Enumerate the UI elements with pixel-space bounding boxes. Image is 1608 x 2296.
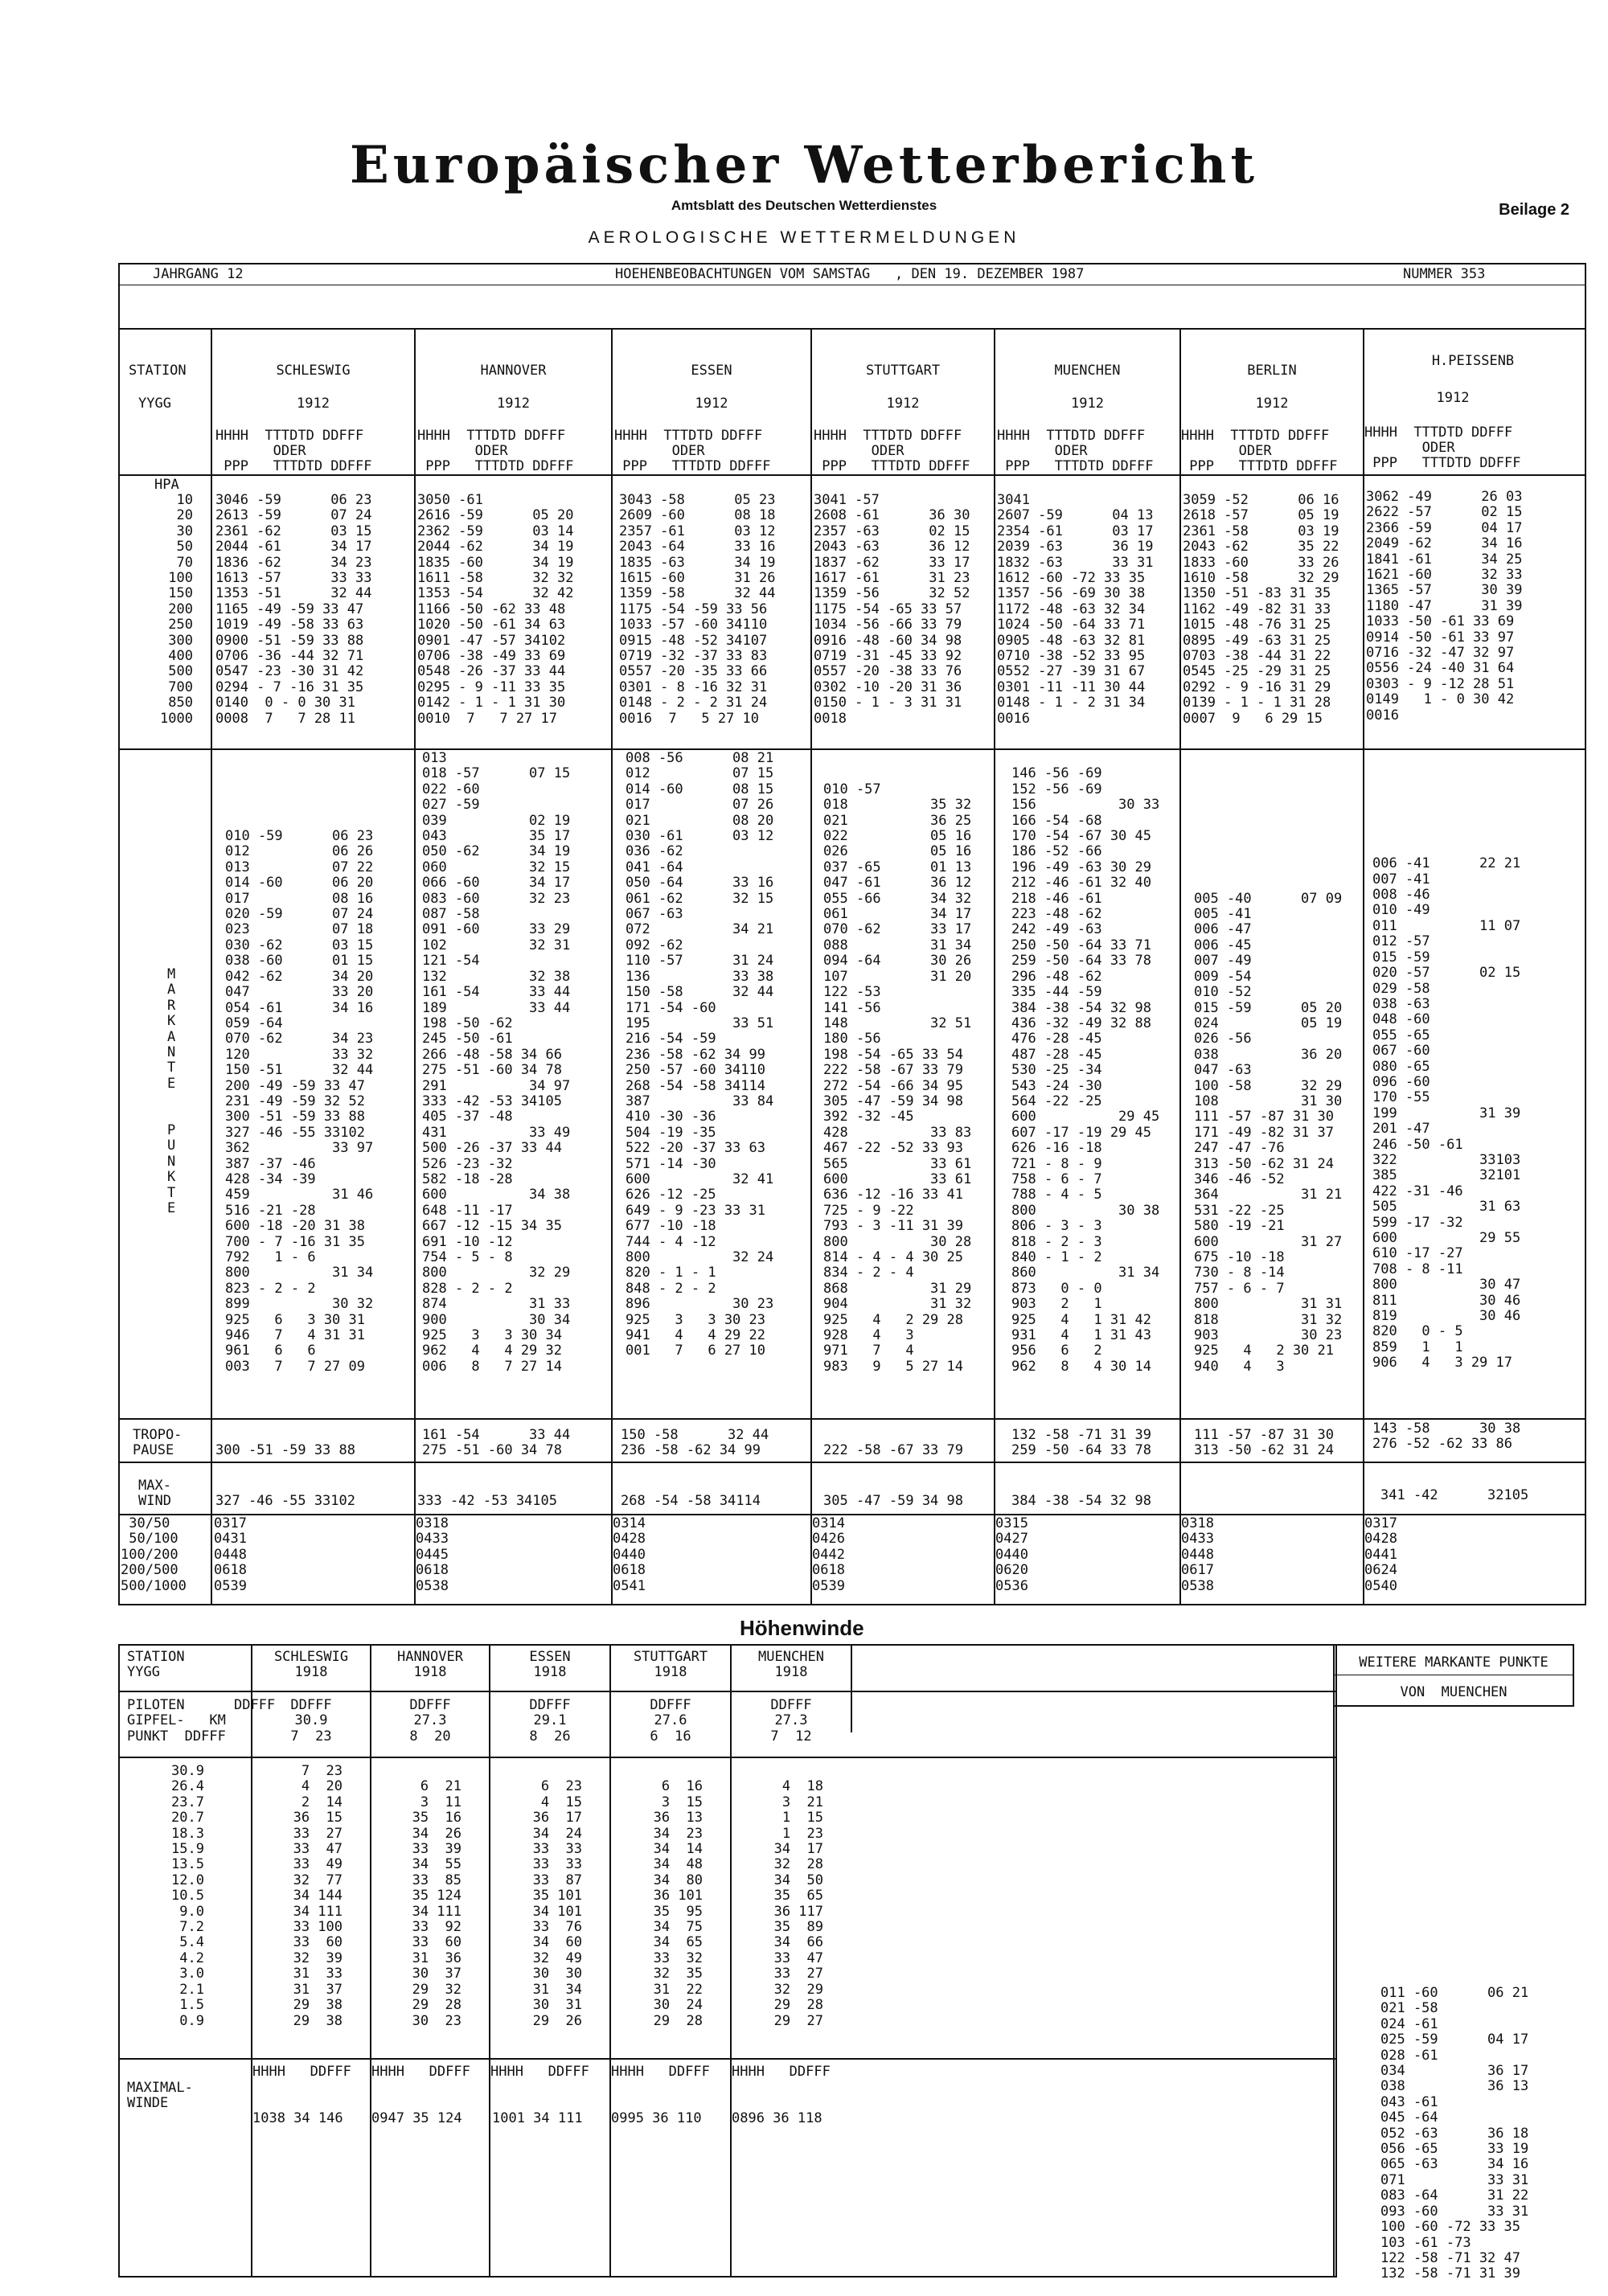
tropopause-values: 143 -58 30 38 276 -52 -62 33 86 [1372,1421,1521,1453]
column-header: HHHH TTTDTD DDFFF [997,428,1146,444]
hw-gipfel: DDFFF 27.6 6 16 [650,1697,691,1745]
weitere-station: VON MUENCHEN [1400,1684,1508,1700]
pressure-levels: 10 20 30 50 70 100 150 200 250 300 400 500 700 850 1000 [160,492,193,727]
hw-station-name: ESSEN [529,1649,571,1665]
standard-levels: 3046 -59 06 23 2613 -59 07 24 2361 -62 03 15 2044 -61 34 17 1836 -62 34 23 1613 -57 33 33 1353 -51 32 44 1165 -49 -59 33 47 1019 -49 -58 33 63 0900 -51 -59 33 88 0706 -36 -44 32 71 0547 -23 -30 31 42 0294 - 7 -16 31 35 0140 0 - 0 30 31 0008 7 7 28 11 [215,492,372,727]
thickness-values: 0315 0427 0440 0620 0536 [995,1515,1028,1594]
column-header: HHHH TTTDTD DDFFF [814,428,962,444]
tropopause-values: 111 -57 -87 31 30 313 -50 -62 31 24 [1194,1427,1334,1459]
thickness-values: 0314 0428 0440 0618 0541 [613,1515,646,1594]
max-wind-values: 305 -47 -59 34 98 [823,1493,963,1510]
hw-station-yygg: 1918 [654,1664,687,1680]
hw-max-values: 1001 34 111 [492,2110,583,2126]
max-wind-values: 384 -38 -54 32 98 [1011,1493,1151,1510]
station-yygg: 1912 [1436,390,1470,406]
tropopause-label: TROPO- PAUSE [133,1427,183,1459]
jahrgang-label: JAHRGANG 12 [153,266,244,282]
hw-station-name: SCHLESWIG [273,1649,349,1665]
column-header: ODER [1364,440,1504,456]
column-header: PPP TTTDTD DDFFF [814,458,970,474]
page-title: Europäischer Wetterbericht [350,135,1258,195]
standard-levels: 3059 -52 06 16 2618 -57 05 19 2361 -58 03 19 2043 -62 35 22 1833 -60 33 26 1610 -58 32 29 1350 -51 -83 31 35 1162 -49 -82 31 33 1015 -48 -76 31 25 0895 -49 -63 31 25 0703 -38 -44 31 22 0545 -25 -29 31 25 0292 - 9 -16 31 29 0139 - 1 - 1 31 28 0007 9 6 29 15 [1183,492,1339,727]
hw-max-header: HHHH DDFFF [252,2064,351,2080]
standard-levels: 3062 -49 26 03 2622 -57 02 15 2366 -59 04 17 2049 -62 34 16 1841 -61 34 25 1621 -60 32 33 1365 -57 30 39 1180 -47 31 39 1033 -50 -61 33 69 0914 -50 -61 33 97 0716 -32 -47 32 97 0556 -24 -40 31 64 0303 - 9 -12 28 51 0149 1 - 0 30 42 0016 [1366,489,1523,724]
significant-levels: 005 -40 07 09 005 -41 006 -47 006 -45 007 -49 009 -54 010 -52 015 -59 05 20 024 05 19 026 -56 038 36 20 047 -63 100 -58 32 29 108 31 30 111 -57 -87 31 30 171 -49 -82 31 37 247 -47 -76 313 -50 -62 31 24 346 -46 -52 364 31 21 531 -22 -25 580 -19 -21 600 31 27 675 -10 -18 730 - 8 -14 757 - 6 - 7 800 31 31 818 31 32 903 30 23 925 4 2 30 21 940 4 3 [1194,890,1343,1375]
column-header: HHHH TTTDTD DDFFF [1181,428,1330,444]
yygg-label: YYGG [138,396,171,412]
weitere-title: WEITERE MARKANTE PUNKTE [1359,1654,1549,1671]
column-header: HHHH TTTDTD DDFFF [1364,424,1513,441]
hw-station-label: STATION YYGG [127,1649,185,1681]
column-header: PPP TTTDTD DDFFF [1181,458,1338,474]
significant-levels: 006 -41 22 21 007 -41 008 -46 010 -49 011 11 07 012 -57 015 -59 020 -57 02 15 029 -58 038 -63 048 -60 055 -65 067 -60 080 -65 096 -60 170 -55 199 31 39 201 -47 246 -50 -61 322 33103 385 32101 422 -31 -46 505 31 63 599 -17 -32 600 29 55 610 -17 -27 708 - 8 -11 800 30 47 811 30 46 819 30 46 820 0 - 5 859 1 1 906 4 3 29 17 [1372,855,1521,1371]
hw-station-yygg: 1918 [294,1664,328,1680]
beilage-label: Beilage 2 [1499,201,1569,219]
hw-max-header: HHHH DDFFF [732,2064,831,2080]
hw-gipfel: DDFFF 27.3 8 20 [409,1697,451,1745]
thickness-label: 30/50 50/100 100/200 200/500 500/1000 [121,1515,187,1594]
hpa-label: HPA [154,477,179,493]
station-name: H.PEISSENB [1431,353,1515,369]
hw-winds: 6 21 3 11 35 16 34 26 33 39 34 55 33 85 35 124 34 111 33 92 33 60 31 36 30 37 29 32 29 28 30 23 [412,1778,461,2029]
hw-station-yygg: 1918 [533,1664,567,1680]
hw-max-values: 1038 34 146 [252,2110,343,2126]
standard-levels: 3050 -61 2616 -59 05 20 2362 -59 03 14 2044 -62 34 19 1835 -60 34 19 1611 -58 32 32 1353 -54 32 42 1166 -50 -62 33 48 1020 -50 -61 34 63 0901 -47 -57 34102 0706 -38 -49 33 69 0548 -26 -37 33 44 0295 - 9 -11 33 35 0142 - 1 - 1 31 30 0010 7 7 27 17 [417,492,574,727]
station-yygg: 1912 [497,396,530,412]
standard-levels: 3041 2607 -59 04 13 2354 -61 03 17 2039 -63 36 19 1832 -63 33 31 1612 -60 -72 33 35 1357 -56 -69 30 38 1172 -48 -63 32 34 1024 -50 -64 33 71 0905 -48 -63 32 81 0710 -38 -52 33 95 0552 -27 -39 31 67 0301 -11 -11 30 44 0148 - 1 - 2 31 34 0016 [997,492,1154,727]
station-yygg: 1912 [1255,396,1289,412]
column-header: PPP TTTDTD DDFFF [997,458,1154,474]
subtitle: Amtsblatt des Deutschen Wetterdienstes [671,198,937,213]
tropopause-values: 150 -58 32 44 236 -58 -62 34 99 [621,1427,769,1459]
hoehenwinde-title: Höhenwinde [740,1616,864,1640]
column-header: ODER [1181,443,1321,459]
column-header: PPP TTTDTD DDFFF [1364,455,1521,471]
tropopause-values: 222 -58 -67 33 79 [823,1442,963,1459]
observation-label: HOEHENBEOBACHTUNGEN VOM SAMSTAG , DEN 19. DEZEMBER 1987 [615,266,1085,282]
max-wind-values: 333 -42 -53 34105 [417,1493,557,1510]
hw-winds: 6 23 4 15 36 17 34 24 33 33 33 33 33 87 35 101 34 101 33 76 34 60 32 49 30 30 31 34 30 31 29 26 [532,1778,582,2029]
hw-max-values: 0995 36 110 [611,2110,702,2126]
thickness-values: 0317 0428 0441 0624 0540 [1364,1515,1397,1594]
significant-levels: 010 -57 018 35 32 021 36 25 022 05 16 026 05 16 037 -65 01 13 047 -61 36 12 055 -66 34 32 061 34 17 070 -62 33 17 088 31 34 094 -64 30 26 107 31 20 122 -53 141 -56 148 32 51 180 -56 198 -54 -65 33 54 222 -58 -67 33 79 272 -54 -66 34 95 305 -47 -59 34 98 392 -32 -45 428 33 83 467 -22 -52 33 93 565 33 61 600 33 61 636 -12 -16 33 41 725 - 9 -22 793 - 3 -11 31 39 800 30 28 814 - 4 - 4 30 25 834 - 2 - 4 868 31 29 904 31 32 925 4 2 29 28 928 4 3 971 7 4 983 9 5 27 14 [823,781,972,1375]
thickness-values: 0314 0426 0442 0618 0539 [812,1515,845,1594]
weitere-rows: 011 -60 06 21 021 -58 024 -61 025 -59 04 17 028 -61 034 36 17 038 36 13 043 -61 045 -64 052 -63 36 18 056 -65 33 19 065 -63 34 16 071 33 31 083 -64 31 22 093 -60 33 31 100 -60 -72 33 35 103 -61 -73 122 -58 -71 32 47 132 -58 -71 31 39 [1380,1985,1529,2282]
hw-winds: 4 18 3 21 1 15 1 23 34 17 32 28 34 50 35 65 36 117 35 89 34 66 33 47 33 27 32 29 29 28 29 27 [773,1778,823,2029]
hw-winds: 6 16 3 15 36 13 34 23 34 14 34 48 34 80 36 101 35 95 34 75 34 65 33 32 32 35 31 22 30 24 29 28 [653,1778,703,2029]
significant-levels: 146 -56 -69 152 -56 -69 156 30 33 166 -54 -68 170 -54 -67 30 45 186 -52 -66 196 -49 -63 30 29 212 -46 -61 32 40 218 -46 -61 223 -48 -62 242 -49 -63 250 -50 -64 33 71 259 -50 -64 33 78 296 -48 -62 335 -44 -59 384 -38 -54 32 98 436 -32 -49 32 88 476 -28 -45 487 -28 -45 530 -25 -34 543 -24 -30 564 -22 -25 600 29 45 607 -17 -19 29 45 626 -16 -18 721 - 8 - 9 758 - 6 - 7 788 - 4 - 5 800 30 38 806 - 3 - 3 818 - 2 - 3 840 - 1 - 2 860 31 34 873 0 - 0 903 2 1 925 4 1 31 42 931 4 1 31 43 956 6 2 962 8 4 30 14 [1011,765,1160,1375]
tropopause-values: 132 -58 -71 31 39 259 -50 -64 33 78 [1011,1427,1151,1459]
column-header: HHHH TTTDTD DDFFF [614,428,763,444]
station-name: SCHLESWIG [276,363,351,379]
hw-station-name: STUTTGART [633,1649,708,1665]
station-name: STUTTGART [865,363,941,379]
thickness-values: 0318 0433 0448 0617 0538 [1181,1515,1214,1594]
station-yygg: 1912 [886,396,920,412]
hw-max-values: 0896 36 118 [732,2110,822,2126]
hw-gipfel: DDFFF 29.1 8 26 [529,1697,571,1745]
column-header: HHHH TTTDTD DDFFF [417,428,566,444]
column-header: ODER [215,443,355,459]
max-wind-values: 327 -46 -55 33102 [215,1493,355,1510]
station-name: BERLIN [1247,363,1297,379]
column-header: ODER [814,443,954,459]
station-label: STATION [129,363,187,379]
column-header: PPP TTTDTD DDFFF [215,458,372,474]
markante-punkte-label: M A R K A N T E P U N K T E [167,966,176,1217]
max-wind-values: 341 -42 32105 [1380,1487,1529,1504]
max-wind-label: MAX- WIND [138,1478,171,1510]
tropopause-values: 161 -54 33 44 275 -51 -60 34 78 [422,1427,571,1459]
station-yygg: 1912 [695,396,728,412]
station-name: HANNOVER [480,363,547,379]
significant-levels: 008 -56 08 21 012 07 15 014 -60 08 15 017 07 26 021 08 20 030 -61 03 12 036 -62 041 -64 050 -64 33 16 061 -62 32 15 067 -63 072 34 21 092 -62 110 -57 31 24 136 33 38 150 -58 32 44 171 -54 -60 195 33 51 216 -54 -59 236 -58 -62 34 99 250 -57 -60 34110 268 -54 -58 34114 387 33 84 410 -30 -36 504 -19 -35 522 -20 -37 33 63 571 -14 -30 600 32 41 626 -12 -25 649 - 9 -23 33 31 677 -10 -18 744 - 4 -12 800 32 24 820 - 1 - 1 848 - 2 - 2 896 30 23 925 3 3 30 23 941 4 4 29 22 001 7 6 27 10 [626,750,774,1359]
hw-station-name: HANNOVER [397,1649,463,1665]
thickness-values: 0317 0431 0448 0618 0539 [214,1515,247,1594]
column-header: PPP TTTDTD DDFFF [417,458,574,474]
nummer-label: NUMMER 353 [1403,266,1486,282]
hw-max-values: 0947 35 124 [371,2110,462,2126]
column-header: ODER [997,443,1137,459]
standard-levels: 3041 -57 2608 -61 36 30 2357 -63 02 15 2043 -63 36 12 1837 -62 33 17 1617 -61 31 23 1359 -56 32 52 1175 -54 -65 33 57 1034 -56 -66 33 79 0916 -48 -60 34 98 0719 -31 -45 33 92 0557 -20 -38 33 76 0302 -10 -20 31 36 0150 - 1 - 3 31 31 0018 [814,492,970,727]
section-title: AEROLOGISCHE WETTERMELDUNGEN [588,228,1020,247]
hw-station-yygg: 1918 [774,1664,808,1680]
hw-max-header: HHHH DDFFF [611,2064,710,2080]
column-header: ODER [614,443,754,459]
significant-levels: 010 -59 06 23 012 06 26 013 07 22 014 -60 06 20 017 08 16 020 -59 07 24 023 07 18 030 -62 03 15 038 -60 01 15 042 -62 34 20 047 33 20 054 -61 34 16 059 -64 070 -62 34 23 120 33 32 150 -51 32 44 200 -49 -59 33 47 231 -49 -59 32 52 300 -51 -59 33 88 327 -46 -55 33102 362 33 97 387 -37 -46 428 -34 -39 459 31 46 516 -21 -28 600 -18 -20 31 38 700 - 7 -16 31 35 792 1 - 6 800 31 34 823 - 2 - 2 899 30 32 925 6 3 30 31 946 7 4 31 31 961 6 6 003 7 7 27 09 [225,828,374,1375]
thickness-values: 0318 0433 0445 0618 0538 [416,1515,449,1594]
hw-gipfel: DDFFF 27.3 7 12 [770,1697,812,1745]
station-name: ESSEN [691,363,732,379]
hw-piloten-label: PILOTEN DDFFF GIPFEL- KM PUNKT DDFFF [127,1697,276,1745]
hw-gipfel: DDFFF 30.9 7 23 [290,1697,332,1745]
tropopause-values: 300 -51 -59 33 88 [215,1442,355,1459]
max-wind-values: 268 -54 -58 34114 [621,1493,761,1510]
hw-station-name: MUENCHEN [758,1649,824,1665]
significant-levels: 013 018 -57 07 15 022 -60 027 -59 039 02 19 043 35 17 050 -62 34 19 060 32 15 066 -60 34 17 083 -60 32 23 087 -58 091 -60 33 29 102 32 31 121 -54 132 32 38 161 -54 33 44 189 33 44 198 -50 -62 245 -50 -61 266 -48 -58 34 66 275 -51 -60 34 78 291 34 97 333 -42 -53 34105 405 -37 -48 431 33 49 500 -26 -37 33 44 526 -23 -32 582 -18 -28 600 34 38 648 -11 -17 667 -12 -15 34 35 691 -10 -12 754 - 5 - 8 800 32 29 828 - 2 - 2 874 31 33 900 30 34 925 3 3 30 34 962 4 4 29 32 006 8 7 27 14 [422,750,571,1375]
station-yygg: 1912 [1071,396,1104,412]
station-yygg: 1912 [297,396,330,412]
hw-winds: 7 23 4 20 2 14 36 15 33 27 33 47 33 49 32 77 34 144 34 111 33 100 33 60 32 39 31 33 31 37 29 38 29 38 [293,1763,343,2029]
hw-max-header: HHHH DDFFF [371,2064,470,2080]
station-name: MUENCHEN [1054,363,1121,379]
hw-maximal-label: MAXIMAL- WINDE [127,2080,193,2112]
column-header: HHHH TTTDTD DDFFF [215,428,364,444]
hw-heights: 30.9 26.4 23.7 20.7 18.3 15.9 13.5 12.0 10.5 9.0 7.2 5.4 4.2 3.0 2.1 1.5 0.9 [171,1763,204,2029]
standard-levels: 3043 -58 05 23 2609 -60 08 18 2357 -61 03 12 2043 -64 33 16 1835 -63 34 19 1615 -60 31 26 1359 -58 32 44 1175 -54 -59 33 56 1033 -57 -60 34110 0915 -48 -52 34107 0719 -32 -37 33 83 0557 -20 -35 33 66 0301 - 8 -16 32 31 0148 - 2 - 2 31 24 0016 7 5 27 10 [619,492,776,727]
column-header: ODER [417,443,557,459]
hw-max-header: HHHH DDFFF [490,2064,589,2080]
column-header: PPP TTTDTD DDFFF [614,458,771,474]
hw-station-yygg: 1918 [413,1664,447,1680]
